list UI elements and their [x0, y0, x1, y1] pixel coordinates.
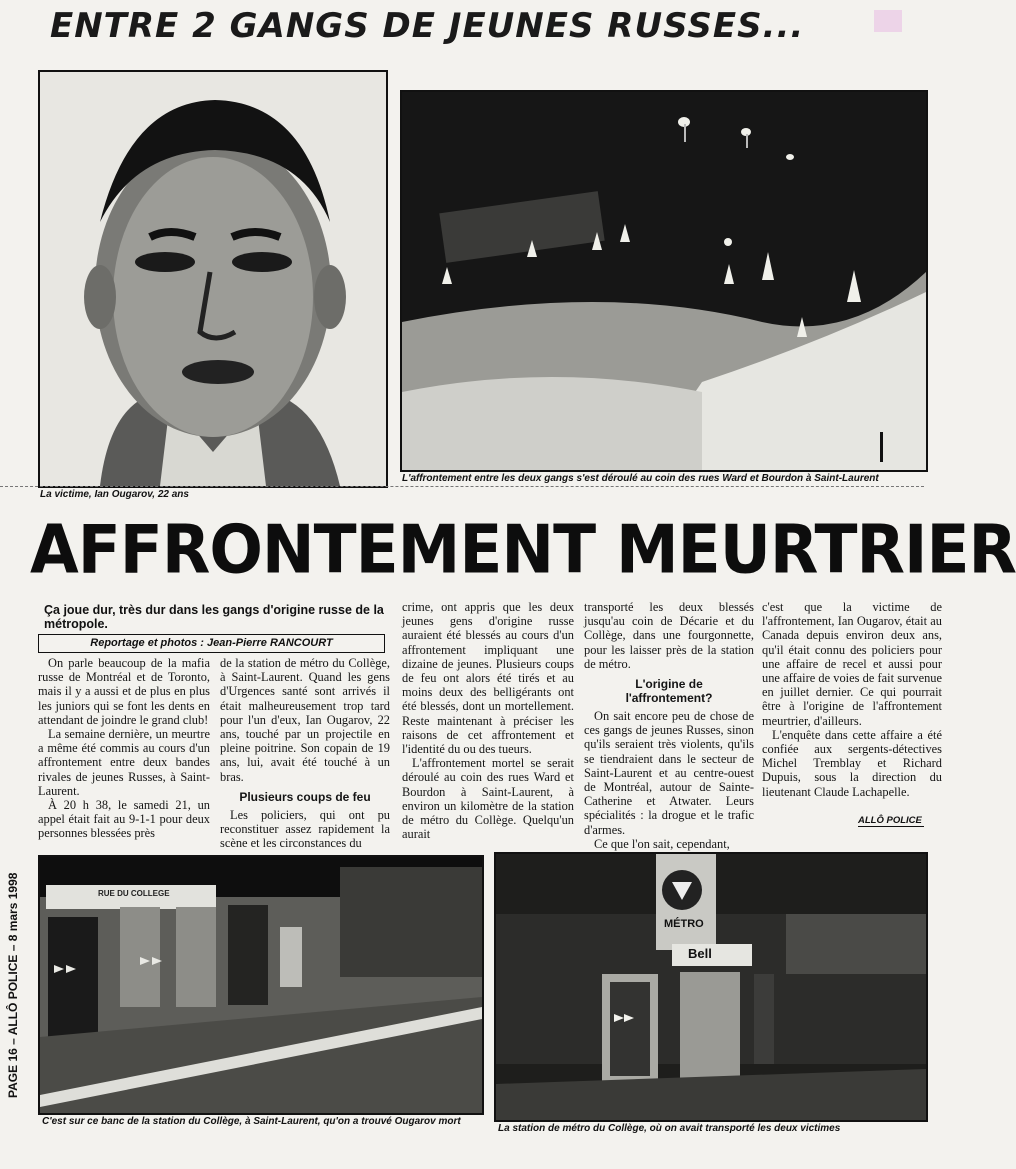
paragraph: Ce que l'on sait, cependant,: [594, 836, 730, 851]
paragraph: La semaine dernière, un meurtre a même été commis au cours d'un affrontement entre deux bandes rivales de jeunes Russes, à Saint-Laurent.: [38, 727, 210, 798]
article-column-1: [38, 656, 210, 841]
paragraph: crime, ont appris que les deux jeunes gens d'origine russe auraient été blessés au cours d'un affrontement impliquant une dizaine de jeunes. Plusieurs coups de feu ont alors été tirés et au moins deux des belligérants ont été blessés, dont un mortellement. Reste maintenant à préciser les raisons de cet affrontement et l'identité du ou des tueurs.: [402, 600, 574, 757]
victim-caption: La victime, Ian Ougarov, 22 ans: [40, 489, 189, 500]
bench-caption-text: C'est sur ce banc de la station du Collège, à Saint-Laurent, qu'on a trouvé Ougarov mort: [42, 1116, 461, 1127]
paragraph: À 20 h 38, le samedi 21, un appel était fait au 9-1-1 pour deux personnes blessées près: [38, 798, 210, 841]
paragraph: On sait encore peu de chose de ces gangs de jeunes Russes, sinon qu'ils seraient très violents, qu'ils se tiendraient dans le secteur de Saint-Laurent et au centre-ouest de Montréal, autour de Sainte-Catherine et Atwater. Leurs spécialités : la drogue et le trafic d'armes.: [584, 709, 754, 837]
bench-photo: [38, 855, 484, 1115]
article-column-5: [762, 600, 942, 799]
main-headline: AFFRONTEMENT MEURTRIER: [30, 510, 1016, 589]
paragraph: L'affrontement mortel se serait déroulé au coin des rues Ward et Bourdon à Saint-Laurent, à environ un kilomètre de la station de métro du Collège. Quelqu'un aurait: [402, 756, 574, 842]
victim-photo: [38, 70, 388, 488]
article-column-3: [402, 600, 574, 841]
signature: ALLÔ POLICE: [858, 815, 924, 827]
paragraph: de la station de métro du Collège, à Saint-Laurent. Quand les gens d'Urgences santé sont arrivés il était malheureusement trop tard pour l'un d'eux, Ian Ougarov, 22 ans, touché par un projectile en pleine poitrine. Son copain de 19 ans, lui, avait été touché à un bras.: [220, 656, 390, 784]
paragraph: L'enquête dans cette affaire a été confiée aux sergents-détectives Michel Tremblay et Richard Dupuis, sous la direction du lieutenant Claude Lachapelle.: [762, 727, 942, 799]
article-column-4: [584, 600, 754, 851]
paragraph: c'est que la victime de l'affrontement, Ian Ougarov, était au Canada depuis environ deux ans, qu'il était connu des policiers pour une affaire de recel et aussi pour une affaire de voies de fait survenue en juillet dernier. Ce qui pourrait être à l'origine de l'affrontement meurtrier, d'ailleurs.: [762, 600, 942, 728]
byline: Reportage et photos : Jean-Pierre RANCOURT: [38, 634, 385, 653]
paragraph: transporté les deux blessés jusqu'au coin de Décarie et du Collège, dans une fourgonnette, pour les laisser près de la station de métro.: [584, 600, 754, 671]
pink-stamp: [874, 10, 902, 32]
kicker-headline: ENTRE 2 GANGS DE JEUNES RUSSES...: [50, 6, 805, 46]
deck: Ça joue dur, très dur dans les gangs d'origine russe de la métropole.: [44, 603, 384, 631]
article-column-2: [220, 656, 390, 850]
subhead-origine: L'origine de l'affrontement?: [625, 677, 713, 706]
metro-caption: La station de métro du Collège, où on avait transporté les deux victimes: [498, 1123, 841, 1134]
article-column-5-clip: [762, 600, 942, 815]
subhead-coups-de-feu: Plusieurs coups de feu: [239, 789, 371, 804]
scene-photo: [400, 90, 928, 472]
metro-sign: MÉTRO: [664, 918, 704, 930]
bell-sign: Bell: [688, 946, 712, 961]
scene-caption: L'affrontement entre les deux gangs s'est déroulé au coin des rues Ward et Bourdon à Saint-Laurent: [402, 473, 879, 484]
page-folio: PAGE 16 – ALLÔ POLICE – 8 mars 1998: [6, 872, 20, 1098]
bench-caption: [42, 1116, 482, 1127]
paragraph: Les policiers, qui ont pu reconstituer assez rapidement la scène et les circonstances du: [220, 807, 390, 851]
paragraph: On parle beaucoup de la mafia russe de Montréal et de Toronto, mais il y a aussi et de plus en plus les juniors qui se font les dents en attendant de joindre le grand club!: [38, 656, 210, 727]
metro-photo: [494, 852, 928, 1122]
divider-line: [0, 486, 924, 487]
rue-du-college-sign: RUE DU COLLEGE: [98, 889, 170, 898]
